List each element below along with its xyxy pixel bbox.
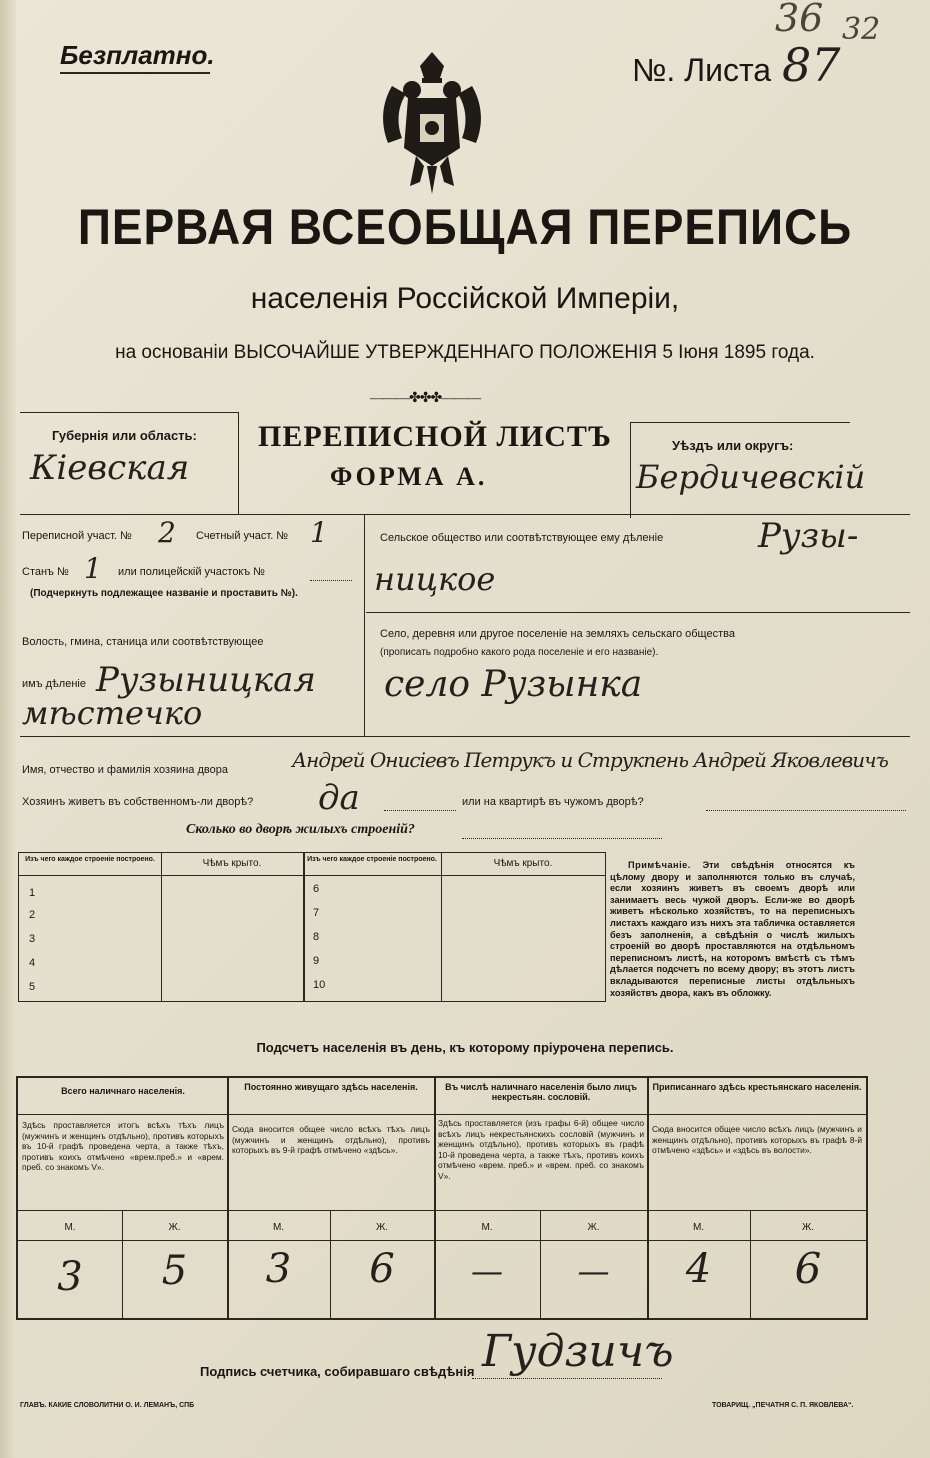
form-type: ФОРМА А. (330, 462, 488, 491)
census-subtitle: населенія Россійской Имперіи, (250, 282, 680, 315)
col-built-left: Изъ чего каждое строеніе построено. (25, 856, 155, 863)
volost-label-2: имъ дѣленіе (22, 678, 86, 690)
rule (18, 1240, 866, 1241)
volost-label-1: Волость, гмина, станица или соотвѣтствующее (22, 636, 264, 648)
count-area-label: Счетный участ. № (196, 530, 289, 542)
row-number: 3 (29, 933, 36, 945)
society-label: Сельское общество или соотвѣтствующее ему дѣленіе (380, 532, 664, 544)
col-roof-right: Чѣмъ крыто. (493, 858, 553, 869)
village-value: село Рузынка (384, 664, 643, 705)
count-value-total-m: 3 (57, 1254, 83, 1300)
count-value-total-f: 5 (161, 1248, 188, 1294)
village-note: (прописать подробно какого рода поселеніе и его названіе). (380, 647, 659, 658)
count-desc-total: Здѣсь проставляется итогъ всѣхъ тѣхъ лицъ (мужчинъ и женщинъ отдѣльно), противъ которыхъ въ 10-й графѣ проведена черта, а также тѣхъ, противъ коихъ отмѣчено «врем.преб.» и «врем. преб. со знакомъ V». (22, 1120, 224, 1173)
f-label: Ж. (587, 1222, 600, 1233)
count-desc-peasant: Сюда вносится общее число всѣхъ лицъ (мужчинъ и женщинъ отдѣльно), противъ которыхъ въ графѣ 8-й отмѣчено «здѣсь» и «здѣсь въ волости». (652, 1124, 862, 1156)
corner-number-2: 32 (842, 12, 881, 47)
f-label: Ж. (168, 1222, 181, 1233)
row-number: 1 (29, 887, 36, 899)
census-basis: на основаніи ВЫСОЧАЙШЕ УТВЕРЖДЕННАГО ПОЛОЖЕНІЯ 5 Іюня 1895 года. (115, 342, 815, 363)
count-desc-non-peasant: Здѣсь проставляется (изъ графы 6-й) общее число всѣхъ лицъ некрестьянскихъ сословій (мужчинъ и женщинъ отдѣльно), противъ которыхъ въ графѣ 10-й проведена черта, а также тѣхъ, противъ коихъ отмѣчено «врем. преб.» и «врем. преб. со знакомъ V». (438, 1118, 644, 1181)
count-head-total: Всего наличнаго населенія. (61, 1086, 185, 1096)
rule (238, 412, 239, 514)
count-value-permanent-m: 3 (265, 1246, 292, 1292)
buildings-label: Сколько во дворѣ жилыхъ строеній? (186, 822, 415, 837)
signature-value: Гудзичъ (482, 1326, 674, 1377)
own-yard-value: да (318, 778, 360, 818)
rule (630, 422, 850, 423)
sheet-number-value: 87 (782, 38, 841, 92)
count-head-non-peasant: Въ числѣ наличнаго населенія было лицъ некрестьян. сословій. (445, 1082, 637, 1102)
rule (20, 736, 910, 737)
rent-line (706, 810, 906, 811)
count-title: Подсчетъ населенія въ день, къ которому пріурочена перепись. (256, 1040, 674, 1055)
count-value-permanent-f: 6 (369, 1246, 395, 1292)
row-number: 2 (29, 909, 36, 921)
province-value: Кіевская (30, 448, 190, 488)
district-value: Бердичевскій (636, 458, 866, 496)
owner-name-label: Имя, отчество и фамилія хозяина двора (22, 764, 228, 776)
count-head-peasant: Приписаннаго здѣсь крестьянскаго населенія. (652, 1082, 862, 1092)
owner-name-value: Андрей Онисіевъ Петрукъ и Струкпень Андрей Яковлевичъ (292, 748, 888, 772)
printer-left: ГЛАВЪ. КАКИЕ СЛОВОЛИТНИ О. И. ЛЕМАНЪ, СПБ (20, 1402, 195, 1409)
m-label: М. (692, 1222, 705, 1233)
ornament-divider: ———✤✤✤——— (370, 391, 481, 406)
census-title: ПЕРВАЯ ВСЕОБЩАЯ ПЕРЕПИСЬ (77, 199, 853, 255)
buildings-table (18, 852, 606, 1002)
census-area-label: Переписной участ. № (22, 530, 132, 542)
rule (630, 422, 631, 518)
village-label: Село, деревня или другое поселеніе на земляхъ сельскаго общества (380, 628, 735, 640)
census-area-value: 2 (158, 516, 176, 549)
row-number: 6 (313, 883, 320, 895)
province-label: Губернія или область: (52, 428, 197, 443)
society-value-2: ницкое (374, 560, 496, 598)
note-text: Эти свѣдѣнія относятся къ цѣлому двору и заполняются только въ случаѣ, если хозяинъ живетъ въ своемъ дворѣ или занимаетъ весь чужой дворъ. Если-же во дворѣ живетъ нѣсколько хозяйствъ, то на переписныхъ листахъ каждаго изъ нихъ эта табличка оставляется безъ заполненія, а свѣдѣнія о числѣ жилыхъ строеній во дворѣ проставляются на отдѣльномъ переписномъ листѣ, на которомъ вмѣстѣ съ тѣмъ дѣлается подсчетъ по всему двору; въ этотъ листъ вкладываются переписные листы отдѣльныхъ хозяйствъ двора, какъ въ обложку. (610, 860, 855, 998)
count-value-non-peasant-m: — (471, 1252, 503, 1290)
note-block (610, 860, 855, 999)
rule (18, 1114, 866, 1115)
count-value-peasant-m: 4 (685, 1246, 712, 1292)
police-label: или полицейскій участокъ № (118, 566, 265, 578)
note-heading: Примѣчаніе. (628, 860, 691, 870)
row-number: 8 (313, 931, 320, 943)
f-label: Ж. (375, 1222, 388, 1233)
row-number: 4 (29, 957, 36, 969)
form-name: ПЕРЕПИСНОЙ ЛИСТЪ (258, 420, 612, 453)
corner-number-1: 36 (775, 0, 824, 40)
f-label: Ж. (801, 1222, 814, 1233)
count-desc-permanent: Сюда вносится общее число всѣхъ тѣхъ лицъ (мужчинъ и женщинъ отдѣльно), противъ которыхъ въ 9-й графѣ отмѣчено «здѣсь». (232, 1124, 430, 1156)
row-number: 5 (29, 981, 36, 993)
count-value-peasant-f: 6 (794, 1244, 822, 1293)
row-number: 9 (313, 955, 320, 967)
rule (19, 875, 605, 876)
rule (366, 612, 910, 613)
count-table (16, 1076, 868, 1320)
row-number: 10 (313, 979, 326, 991)
police-note: (Подчеркнуть подлежащее названіе и проставить №). (30, 588, 298, 599)
volost-value-1: Рузыницкая (96, 660, 316, 700)
society-value-1: Рузы- (758, 516, 859, 556)
rule (18, 1210, 866, 1211)
col-roof-left: Чѣмъ крыто. (202, 858, 262, 869)
own-yard-line (384, 810, 456, 811)
col-built-right: Изъ чего каждое строеніе построено. (307, 856, 437, 863)
police-line (310, 580, 352, 581)
stan-label: Станъ № (22, 566, 69, 578)
free-label: Безплатно. (60, 40, 215, 70)
m-label: М. (481, 1222, 493, 1233)
rule (20, 412, 238, 413)
district-label: Уѣздъ или округъ: (672, 438, 794, 453)
own-yard-label: Хозяинъ живетъ въ собственномъ-ли дворѣ? (22, 796, 254, 808)
m-label: М. (64, 1222, 76, 1233)
buildings-line (462, 838, 662, 839)
rule (364, 514, 365, 736)
count-head-permanent: Постоянно живущаго здѣсь населенія. (244, 1082, 418, 1092)
sheet-edge (0, 0, 16, 1458)
signature-label: Подпись счетчика, собиравшаго свѣдѣнія (200, 1364, 475, 1379)
sheet-number-label: №. Листа (632, 52, 772, 88)
m-label: М. (272, 1222, 285, 1233)
rule (20, 514, 910, 515)
double-headed-eagle-emblem (372, 48, 492, 198)
count-area-value: 1 (310, 516, 328, 549)
free-underline (60, 72, 210, 74)
stan-value: 1 (84, 552, 102, 585)
signature-line (472, 1378, 662, 1379)
printer-right: ТОВАРИЩ. „ПЕЧАТНЯ С. П. ЯКОВЛЕВА“. (712, 1402, 854, 1409)
count-value-non-peasant-f: — (577, 1252, 610, 1290)
volost-value-2: мѣстечко (22, 694, 203, 732)
rent-label: или на квартирѣ въ чужомъ дворѣ? (462, 796, 644, 808)
row-number: 7 (313, 907, 320, 919)
